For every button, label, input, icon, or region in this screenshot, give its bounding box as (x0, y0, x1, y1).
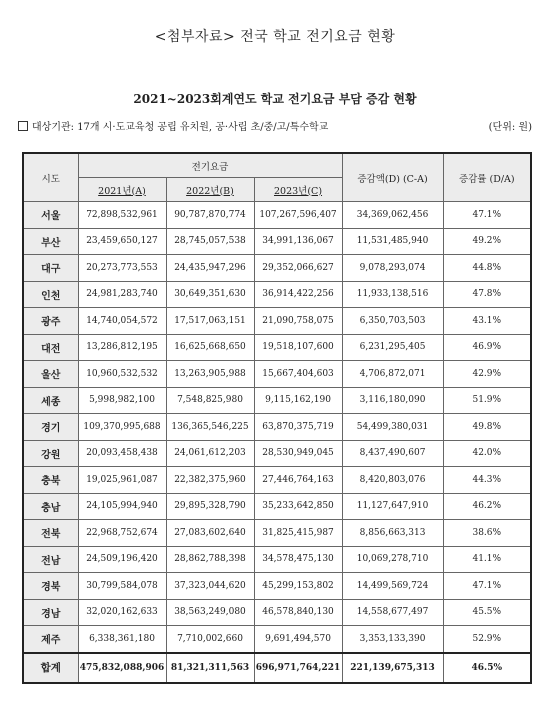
change-rate-cell: 49.2% (443, 228, 531, 255)
change-amount-cell: 8,856,663,313 (342, 520, 443, 547)
amount-2023-cell: 63,870,375,719 (254, 414, 342, 441)
header-2022: 2022년(B) (166, 178, 254, 202)
amount-2021-cell: 20,273,773,553 (78, 255, 166, 282)
header-2023: 2023년(C) (254, 178, 342, 202)
table-row (23, 228, 531, 255)
total-row (23, 653, 531, 683)
region-cell: 제주 (23, 626, 78, 653)
amount-2022-cell: 29,895,328,790 (166, 493, 254, 520)
amount-2023-cell: 34,991,136,067 (254, 228, 342, 255)
amount-2021-cell: 72,898,532,961 (78, 202, 166, 229)
header-region: 시도 (23, 153, 78, 202)
amount-2021-cell: 32,020,162,633 (78, 599, 166, 626)
header-change-amount: 증감액(D) (C-A) (342, 153, 443, 202)
change-amount-cell: 6,350,703,503 (342, 308, 443, 335)
amount-2021-cell: 23,459,650,127 (78, 228, 166, 255)
change-rate-cell: 43.1% (443, 308, 531, 335)
amount-2022-cell: 27,083,602,640 (166, 520, 254, 547)
table-row (23, 361, 531, 388)
amount-2023-cell: 28,530,949,045 (254, 440, 342, 467)
table-row (23, 334, 531, 361)
total-change-rate-cell: 46.5% (443, 653, 531, 683)
region-cell: 광주 (23, 308, 78, 335)
amount-2022-cell: 17,517,063,151 (166, 308, 254, 335)
amount-2022-cell: 136,365,546,225 (166, 414, 254, 441)
amount-2023-cell: 45,299,153,802 (254, 573, 342, 600)
amount-2021-cell: 22,968,752,674 (78, 520, 166, 547)
electricity-cost-table (22, 152, 532, 684)
region-cell: 경남 (23, 599, 78, 626)
change-amount-cell: 8,437,490,607 (342, 440, 443, 467)
change-amount-cell: 11,531,485,940 (342, 228, 443, 255)
amount-2022-cell: 13,263,905,988 (166, 361, 254, 388)
amount-2021-cell: 19,025,961,087 (78, 467, 166, 494)
table-row (23, 493, 531, 520)
change-amount-cell: 6,231,295,405 (342, 334, 443, 361)
change-rate-cell: 47.1% (443, 573, 531, 600)
table-row (23, 440, 531, 467)
amount-2023-cell: 21,090,758,075 (254, 308, 342, 335)
amount-2022-cell: 24,435,947,296 (166, 255, 254, 282)
change-rate-cell: 46.2% (443, 493, 531, 520)
change-rate-cell: 51.9% (443, 387, 531, 414)
amount-2022-cell: 22,382,375,960 (166, 467, 254, 494)
amount-2022-cell: 7,548,825,980 (166, 387, 254, 414)
region-cell: 대구 (23, 255, 78, 282)
table-row (23, 202, 531, 229)
table-row (23, 573, 531, 600)
change-amount-cell: 3,353,133,390 (342, 626, 443, 653)
total-amount-2021-cell: 475,832,088,906 (78, 653, 166, 683)
amount-2022-cell: 7,710,002,660 (166, 626, 254, 653)
amount-2023-cell: 9,691,494,570 (254, 626, 342, 653)
change-rate-cell: 44.3% (443, 467, 531, 494)
unit-label: (단위: 원) (488, 122, 532, 133)
change-amount-cell: 14,499,569,724 (342, 573, 443, 600)
amount-2022-cell: 37,323,044,620 (166, 573, 254, 600)
region-cell: 충남 (23, 493, 78, 520)
amount-2023-cell: 9,115,162,190 (254, 387, 342, 414)
amount-2022-cell: 28,862,788,398 (166, 546, 254, 573)
total-region-cell: 합계 (23, 653, 78, 683)
region-cell: 충북 (23, 467, 78, 494)
region-cell: 전북 (23, 520, 78, 547)
amount-2021-cell: 24,105,994,940 (78, 493, 166, 520)
change-rate-cell: 47.1% (443, 202, 531, 229)
change-rate-cell: 47.8% (443, 281, 531, 308)
scope-note (18, 118, 328, 133)
region-cell: 서울 (23, 202, 78, 229)
amount-2021-cell: 14,740,054,572 (78, 308, 166, 335)
change-rate-cell: 52.9% (443, 626, 531, 653)
region-cell: 강원 (23, 440, 78, 467)
amount-2023-cell: 34,578,475,130 (254, 546, 342, 573)
change-rate-cell: 44.8% (443, 255, 531, 282)
amount-2021-cell: 20,093,458,438 (78, 440, 166, 467)
table-row (23, 281, 531, 308)
amount-2021-cell: 109,370,995,688 (78, 414, 166, 441)
table-body (23, 202, 531, 683)
table-row (23, 599, 531, 626)
total-amount-2022-cell: 81,321,311,563 (166, 653, 254, 683)
table-row (23, 467, 531, 494)
amount-2021-cell: 13,286,812,195 (78, 334, 166, 361)
change-rate-cell: 42.0% (443, 440, 531, 467)
amount-2022-cell: 24,061,612,203 (166, 440, 254, 467)
table-row (23, 520, 531, 547)
total-amount-2023-cell: 696,971,764,221 (254, 653, 342, 683)
region-cell: 인천 (23, 281, 78, 308)
attachment-title: <첨부자료> 전국 학교 전기요금 현황 (154, 29, 396, 45)
change-amount-cell: 4,706,872,071 (342, 361, 443, 388)
change-amount-cell: 11,933,138,516 (342, 281, 443, 308)
region-cell: 세종 (23, 387, 78, 414)
amount-2023-cell: 35,233,642,850 (254, 493, 342, 520)
region-cell: 울산 (23, 361, 78, 388)
amount-2021-cell: 30,799,584,078 (78, 573, 166, 600)
amount-2022-cell: 30,649,351,630 (166, 281, 254, 308)
change-amount-cell: 14,558,677,497 (342, 599, 443, 626)
table-row (23, 308, 531, 335)
amount-2022-cell: 28,745,057,538 (166, 228, 254, 255)
change-rate-cell: 41.1% (443, 546, 531, 573)
amount-2022-cell: 16,625,668,650 (166, 334, 254, 361)
region-cell: 대전 (23, 334, 78, 361)
table-row (23, 255, 531, 282)
amount-2022-cell: 38,563,249,080 (166, 599, 254, 626)
amount-2023-cell: 31,825,415,987 (254, 520, 342, 547)
amount-2021-cell: 24,509,196,420 (78, 546, 166, 573)
region-cell: 부산 (23, 228, 78, 255)
table-row (23, 387, 531, 414)
amount-2021-cell: 6,338,361,180 (78, 626, 166, 653)
table-row (23, 546, 531, 573)
change-amount-cell: 9,078,293,074 (342, 255, 443, 282)
change-amount-cell: 54,499,380,031 (342, 414, 443, 441)
change-rate-cell: 42.9% (443, 361, 531, 388)
amount-2023-cell: 29,352,066,627 (254, 255, 342, 282)
table-title: 2021~2023회계연도 학교 전기요금 부담 증감 현황 (133, 92, 417, 106)
region-cell: 경기 (23, 414, 78, 441)
region-cell: 경북 (23, 573, 78, 600)
header-change-rate: 증감률 (D/A) (443, 153, 531, 202)
table-row (23, 414, 531, 441)
change-amount-cell: 3,116,180,090 (342, 387, 443, 414)
amount-2023-cell: 19,518,107,600 (254, 334, 342, 361)
change-rate-cell: 45.5% (443, 599, 531, 626)
amount-2023-cell: 36,914,422,256 (254, 281, 342, 308)
total-change-amount-cell: 221,139,675,313 (342, 653, 443, 683)
change-amount-cell: 11,127,647,910 (342, 493, 443, 520)
checkbox-square-icon (18, 121, 28, 131)
change-amount-cell: 34,369,062,456 (342, 202, 443, 229)
table-row (23, 626, 531, 653)
change-rate-cell: 38.6% (443, 520, 531, 547)
header-electricity-group: 전기요금 (78, 153, 342, 178)
amount-2023-cell: 27,446,764,163 (254, 467, 342, 494)
amount-2023-cell: 107,267,596,407 (254, 202, 342, 229)
scope-text: 대상기관: 17개 시·도교육청 공립 유치원, 공·사립 초/중/고/특수학교 (32, 122, 329, 133)
change-amount-cell: 10,069,278,710 (342, 546, 443, 573)
header-2021: 2021년(A) (78, 178, 166, 202)
change-amount-cell: 8,420,803,076 (342, 467, 443, 494)
region-cell: 전남 (23, 546, 78, 573)
change-rate-cell: 46.9% (443, 334, 531, 361)
amount-2023-cell: 46,578,840,130 (254, 599, 342, 626)
amount-2021-cell: 24,981,283,740 (78, 281, 166, 308)
amount-2021-cell: 10,960,532,532 (78, 361, 166, 388)
amount-2021-cell: 5,998,982,100 (78, 387, 166, 414)
amount-2022-cell: 90,787,870,774 (166, 202, 254, 229)
amount-2023-cell: 15,667,404,603 (254, 361, 342, 388)
change-rate-cell: 49.8% (443, 414, 531, 441)
